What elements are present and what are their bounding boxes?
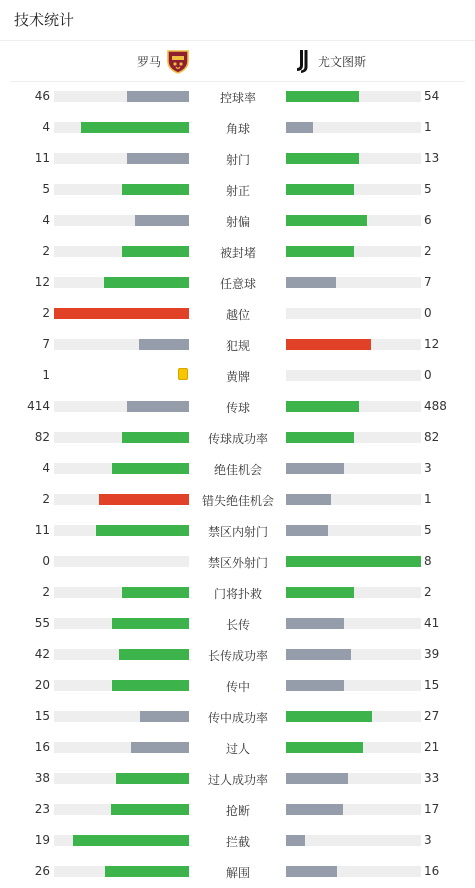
away-bar-track — [286, 711, 421, 722]
home-bar-track — [54, 401, 189, 412]
stat-row — [0, 732, 475, 763]
away-bar-fill — [286, 618, 344, 629]
away-bar-fill — [286, 432, 354, 443]
home-bar-fill — [111, 804, 189, 815]
stat-row — [0, 484, 475, 515]
home-value: 46 — [34, 89, 50, 103]
home-value: 4 — [42, 213, 50, 227]
home-value: 16 — [34, 740, 50, 754]
away-bar-track — [286, 463, 421, 474]
away-value: 54 — [424, 89, 440, 103]
stat-row — [0, 174, 475, 205]
home-bar-track — [54, 556, 189, 567]
away-bar-fill — [286, 680, 344, 691]
away-bar-fill — [286, 866, 337, 877]
home-bar-track — [54, 494, 189, 505]
stat-label: 传中 — [225, 680, 250, 694]
stat-row — [0, 825, 475, 856]
home-bar-track — [54, 432, 189, 443]
stat-row — [0, 112, 475, 143]
stat-row — [0, 856, 475, 887]
away-value: 5 — [424, 523, 432, 537]
away-value: 2 — [424, 244, 432, 258]
away-value: 41 — [424, 616, 440, 630]
away-value: 2 — [424, 585, 432, 599]
away-bar-track — [286, 277, 421, 288]
stat-label: 过人成功率 — [207, 773, 268, 787]
away-bar-fill — [286, 246, 354, 257]
stat-row — [0, 360, 475, 391]
stat-row — [0, 329, 475, 360]
home-bar-track — [54, 91, 189, 102]
away-bar-fill — [286, 711, 372, 722]
home-value: 38 — [34, 771, 50, 785]
home-bar-fill — [122, 184, 190, 195]
stat-label: 门将扑救 — [213, 587, 262, 601]
home-bar-fill — [127, 401, 189, 412]
home-value: 11 — [34, 523, 50, 537]
away-bar-track — [286, 184, 421, 195]
away-value: 0 — [424, 368, 432, 382]
stat-row — [0, 453, 475, 484]
away-bar-track — [286, 525, 421, 536]
stat-label: 过人 — [225, 742, 250, 756]
stat-row — [0, 608, 475, 639]
away-bar-fill — [286, 401, 359, 412]
home-value: 19 — [34, 833, 50, 847]
team-header — [0, 41, 475, 81]
away-bar-track — [286, 215, 421, 226]
away-value: 82 — [424, 430, 440, 444]
stat-label: 被封堵 — [219, 246, 256, 260]
stat-label: 传中成功率 — [207, 711, 268, 725]
away-bar-track — [286, 432, 421, 443]
home-bar-track — [54, 122, 189, 133]
away-bar-fill — [286, 463, 344, 474]
home-value: 23 — [34, 802, 50, 816]
home-bar-fill — [122, 587, 190, 598]
stat-label: 射正 — [225, 184, 250, 198]
away-bar-track — [286, 680, 421, 691]
away-value: 21 — [424, 740, 440, 754]
stat-label: 禁区外射门 — [207, 556, 268, 570]
away-bar-fill — [286, 91, 359, 102]
stat-label: 错失绝佳机会 — [201, 494, 274, 508]
home-bar-fill — [116, 773, 189, 784]
home-bar-track — [54, 370, 189, 381]
away-value: 7 — [424, 275, 432, 289]
home-value: 2 — [42, 306, 50, 320]
stat-label: 禁区内射门 — [207, 525, 268, 539]
home-value: 2 — [42, 244, 50, 258]
away-bar-track — [286, 556, 421, 567]
away-bar-track — [286, 401, 421, 412]
away-bar-track — [286, 587, 421, 598]
away-bar-track — [286, 866, 421, 877]
stat-label: 拦截 — [225, 835, 250, 849]
away-bar-track — [286, 649, 421, 660]
stat-row — [0, 205, 475, 236]
away-bar-fill — [286, 153, 359, 164]
stat-row — [0, 515, 475, 546]
stat-label: 角球 — [225, 122, 250, 136]
home-bar-fill — [127, 153, 189, 164]
home-bar-track — [54, 804, 189, 815]
home-bar-track — [54, 773, 189, 784]
away-bar-track — [286, 153, 421, 164]
home-bar-fill — [96, 525, 189, 536]
home-bar-fill — [122, 432, 190, 443]
home-bar-fill — [139, 339, 189, 350]
home-bar-fill — [104, 277, 189, 288]
away-bar-fill — [286, 525, 328, 536]
away-bar-fill — [286, 122, 313, 133]
home-bar-fill — [54, 308, 189, 319]
home-value: 4 — [42, 120, 50, 134]
away-value: 1 — [424, 492, 432, 506]
away-bar-track — [286, 370, 421, 381]
away-value: 1 — [424, 120, 432, 134]
away-value: 13 — [424, 151, 440, 165]
home-value: 15 — [34, 709, 50, 723]
home-bar-fill — [127, 91, 189, 102]
stat-label: 犯规 — [225, 339, 250, 353]
away-bar-fill — [286, 587, 354, 598]
home-bar-track — [54, 153, 189, 164]
stat-label: 黄牌 — [225, 370, 250, 384]
home-bar-fill — [81, 122, 189, 133]
stat-label: 绝佳机会 — [213, 463, 262, 477]
juventus-logo-icon — [291, 48, 317, 74]
home-bar-fill — [73, 835, 189, 846]
away-value: 8 — [424, 554, 432, 568]
away-value: 33 — [424, 771, 440, 785]
home-bar-track — [54, 835, 189, 846]
stat-row — [0, 701, 475, 732]
home-bar-fill — [99, 494, 189, 505]
home-bar-track — [54, 711, 189, 722]
away-value: 16 — [424, 864, 440, 878]
stat-label: 传球成功率 — [207, 432, 268, 446]
stat-row — [0, 298, 475, 329]
yellow-card-icon — [178, 368, 188, 380]
home-value: 26 — [34, 864, 50, 878]
stat-row — [0, 577, 475, 608]
away-value: 39 — [424, 647, 440, 661]
home-value: 12 — [34, 275, 50, 289]
stat-label: 射门 — [225, 153, 250, 167]
away-bar-track — [286, 804, 421, 815]
home-bar-fill — [105, 866, 189, 877]
home-bar-track — [54, 215, 189, 226]
home-value: 414 — [27, 399, 50, 413]
page-title: 技术统计 — [14, 11, 75, 29]
stat-row — [0, 794, 475, 825]
stat-label: 越位 — [225, 308, 250, 322]
home-bar-track — [54, 618, 189, 629]
away-bar-fill — [286, 556, 421, 567]
away-team-name: 尤文图斯 — [318, 55, 367, 69]
away-bar-fill — [286, 494, 331, 505]
away-value: 3 — [424, 461, 432, 475]
home-bar-fill — [135, 215, 189, 226]
home-bar-track — [54, 525, 189, 536]
away-bar-track — [286, 122, 421, 133]
away-bar-track — [286, 835, 421, 846]
home-bar-fill — [119, 649, 189, 660]
home-bar-track — [54, 649, 189, 660]
home-value: 0 — [42, 554, 50, 568]
away-value: 5 — [424, 182, 432, 196]
away-value: 0 — [424, 306, 432, 320]
stat-row — [0, 422, 475, 453]
away-value: 3 — [424, 833, 432, 847]
home-bar-track — [54, 866, 189, 877]
home-bar-fill — [131, 742, 189, 753]
stat-row — [0, 546, 475, 577]
home-value: 42 — [34, 647, 50, 661]
away-bar-fill — [286, 277, 336, 288]
stat-row — [0, 236, 475, 267]
away-bar-track — [286, 246, 421, 257]
stat-row — [0, 639, 475, 670]
away-bar-fill — [286, 773, 348, 784]
home-bar-track — [54, 277, 189, 288]
stat-row — [0, 670, 475, 701]
home-bar-track — [54, 742, 189, 753]
home-bar-track — [54, 339, 189, 350]
home-bar-track — [54, 308, 189, 319]
away-value: 12 — [424, 337, 440, 351]
home-value: 2 — [42, 492, 50, 506]
stat-label: 解围 — [225, 866, 250, 880]
stat-label: 控球率 — [219, 91, 256, 105]
stat-label: 传球 — [225, 401, 250, 415]
away-bar-track — [286, 91, 421, 102]
home-value: 55 — [34, 616, 50, 630]
away-bar-track — [286, 339, 421, 350]
stat-row — [0, 391, 475, 422]
home-bar-fill — [112, 680, 189, 691]
home-bar-fill — [122, 246, 190, 257]
away-bar-track — [286, 494, 421, 505]
home-bar-track — [54, 587, 189, 598]
home-bar-fill — [140, 711, 189, 722]
stat-row — [0, 81, 475, 112]
home-team-name: 罗马 — [136, 55, 161, 69]
away-bar-fill — [286, 339, 371, 350]
away-value: 488 — [424, 399, 447, 413]
stats-list — [0, 81, 475, 887]
home-bar-track — [54, 246, 189, 257]
away-bar-track — [286, 308, 421, 319]
away-value: 27 — [424, 709, 440, 723]
home-value: 20 — [34, 678, 50, 692]
home-bar-fill — [112, 618, 189, 629]
stat-label: 射偏 — [225, 215, 250, 229]
away-bar-track — [286, 773, 421, 784]
home-value: 11 — [34, 151, 50, 165]
home-value: 7 — [42, 337, 50, 351]
stat-label: 任意球 — [219, 277, 256, 291]
home-value: 1 — [42, 368, 50, 382]
stat-row — [0, 143, 475, 174]
stat-label: 长传成功率 — [207, 649, 268, 663]
home-value: 82 — [34, 430, 50, 444]
away-value: 6 — [424, 213, 432, 227]
away-value: 15 — [424, 678, 440, 692]
home-bar-track — [54, 463, 189, 474]
home-bar-track — [54, 184, 189, 195]
away-bar-fill — [286, 215, 367, 226]
stat-row — [0, 267, 475, 298]
roma-crest-icon — [165, 48, 191, 74]
stat-row — [0, 763, 475, 794]
away-bar-fill — [286, 649, 351, 660]
away-bar-track — [286, 618, 421, 629]
home-bar-fill — [112, 463, 189, 474]
stat-label: 抢断 — [225, 804, 250, 818]
away-bar-fill — [286, 184, 354, 195]
away-bar-fill — [286, 742, 363, 753]
away-bar-fill — [286, 804, 343, 815]
home-value: 5 — [42, 182, 50, 196]
home-value: 4 — [42, 461, 50, 475]
home-value: 2 — [42, 585, 50, 599]
home-bar-track — [54, 680, 189, 691]
away-value: 17 — [424, 802, 440, 816]
away-bar-track — [286, 742, 421, 753]
away-bar-fill — [286, 835, 305, 846]
stat-label: 长传 — [225, 618, 250, 632]
